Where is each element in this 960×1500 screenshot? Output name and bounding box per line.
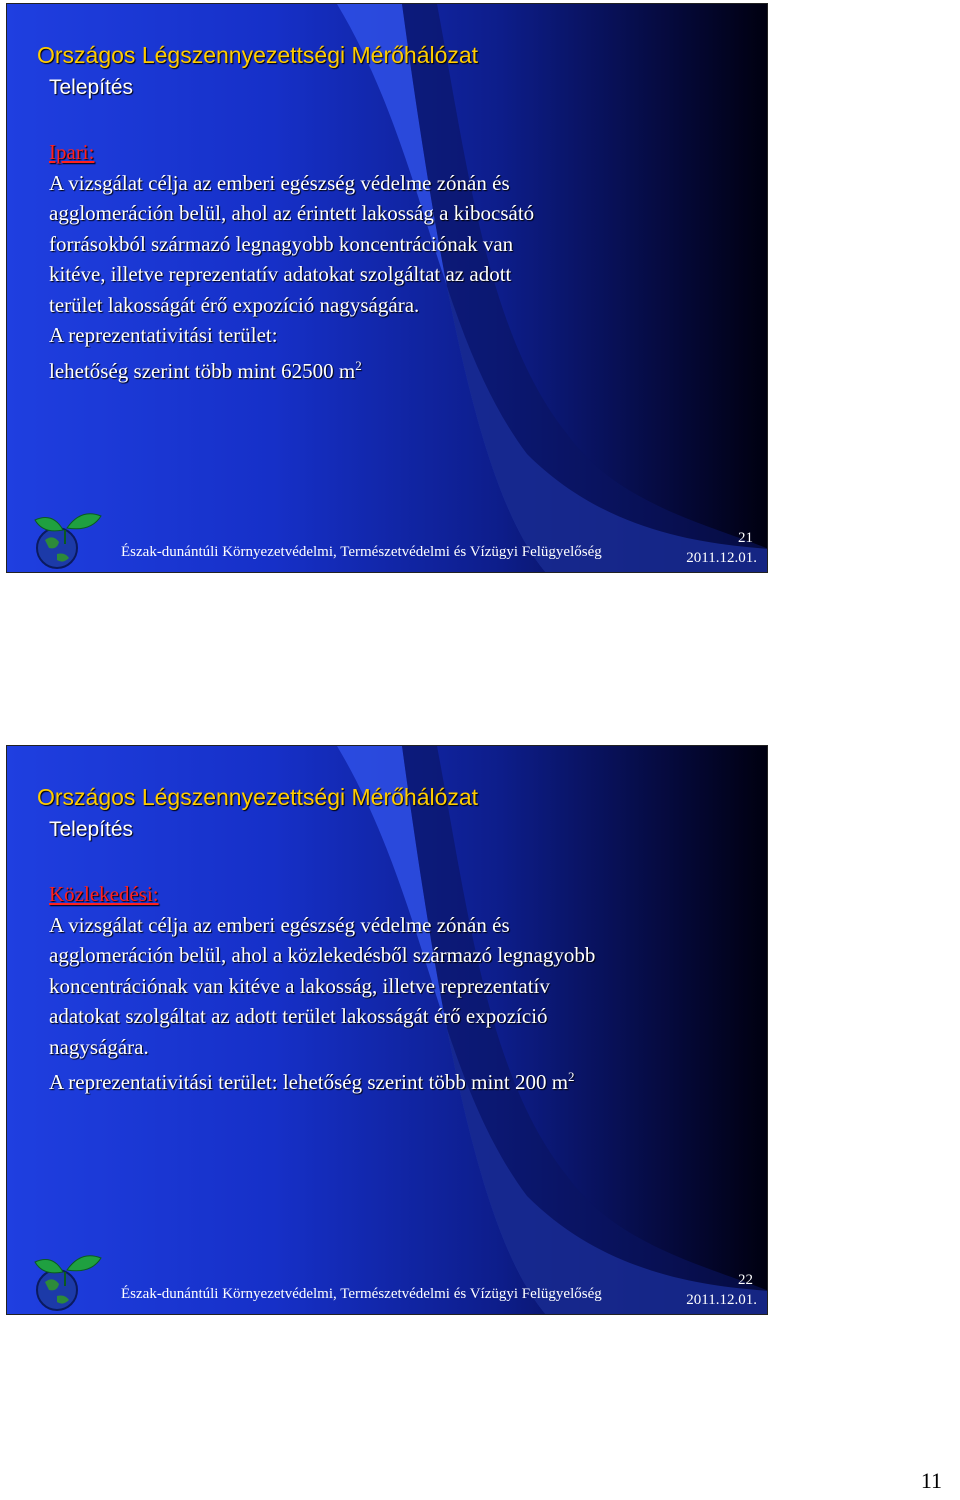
body-line: kitéve, illetve reprezentatív adatokat szolgáltat az adott (49, 262, 512, 286)
footer-organization: Észak-dunántúli Környezetvédelmi, Természetvédelmi és Vízügyi Felügyelőség (121, 1286, 602, 1302)
area-superscript: 2 (568, 1069, 575, 1084)
globe-plant-logo-icon (27, 504, 105, 572)
slide-subtitle: Telepítés (49, 76, 134, 99)
body-line: adatokat szolgáltat az adott terület lakosságát érő expozíció (49, 1004, 548, 1028)
area-text: A reprezentativitási terület: lehetőség szerint több mint 200 m (49, 1070, 569, 1094)
slide-subtitle: Telepítés (49, 818, 134, 841)
slide-number: 21 (738, 530, 753, 546)
globe-plant-logo-icon (27, 1246, 105, 1314)
body-line: forrásokból származó legnagyobb koncentrációnak van (49, 231, 514, 256)
body-line: nagyságára. (49, 1034, 149, 1059)
body-line: koncentrációnak van kitéve a lakosság, illetve reprezentatív (49, 973, 550, 998)
slide-date: 2011.12.01. (686, 1292, 757, 1308)
slide-date: 2011.12.01. (686, 550, 757, 566)
body-line: agglomeráción belül, ahol a közlekedésből származó legnagyobb (49, 943, 596, 967)
body-line: A vizsgálat célja az emberi egészség védelme zónán és (49, 912, 510, 937)
area-text: lehetőség szerint több mint 62500 m (49, 358, 356, 383)
section-heading: Közlekedési: (49, 882, 159, 906)
body-line-area (49, 351, 749, 387)
area-superscript: 2 (355, 357, 362, 373)
footer-organization: Észak-dunántúli Környezetvédelmi, Természetvédelmi és Vízügyi Felügyelőség (121, 544, 602, 560)
slide-21 (6, 3, 768, 573)
body-line: A vizsgálat célja az emberi egészség védelme zónán és (49, 170, 510, 195)
slide-title: Országos Légszennyezettségi Mérőhálózat (37, 42, 479, 68)
body-line-area (49, 1062, 764, 1098)
body-line: terület lakosságát érő expozíció nagyságára. (49, 292, 420, 317)
slide-number: 22 (738, 1272, 753, 1288)
section-heading: Ipari: (49, 140, 95, 164)
body-line: agglomeráción belül, ahol az érintett lakosság a kibocsátó (49, 201, 535, 225)
slide-body (49, 879, 764, 1098)
pdf-page-number: 11 (920, 1468, 942, 1493)
body-line: A reprezentativitási terület: (49, 323, 278, 347)
slide-22 (6, 745, 768, 1315)
slide-title: Országos Légszennyezettségi Mérőhálózat (37, 784, 479, 810)
slide-body (49, 137, 749, 386)
